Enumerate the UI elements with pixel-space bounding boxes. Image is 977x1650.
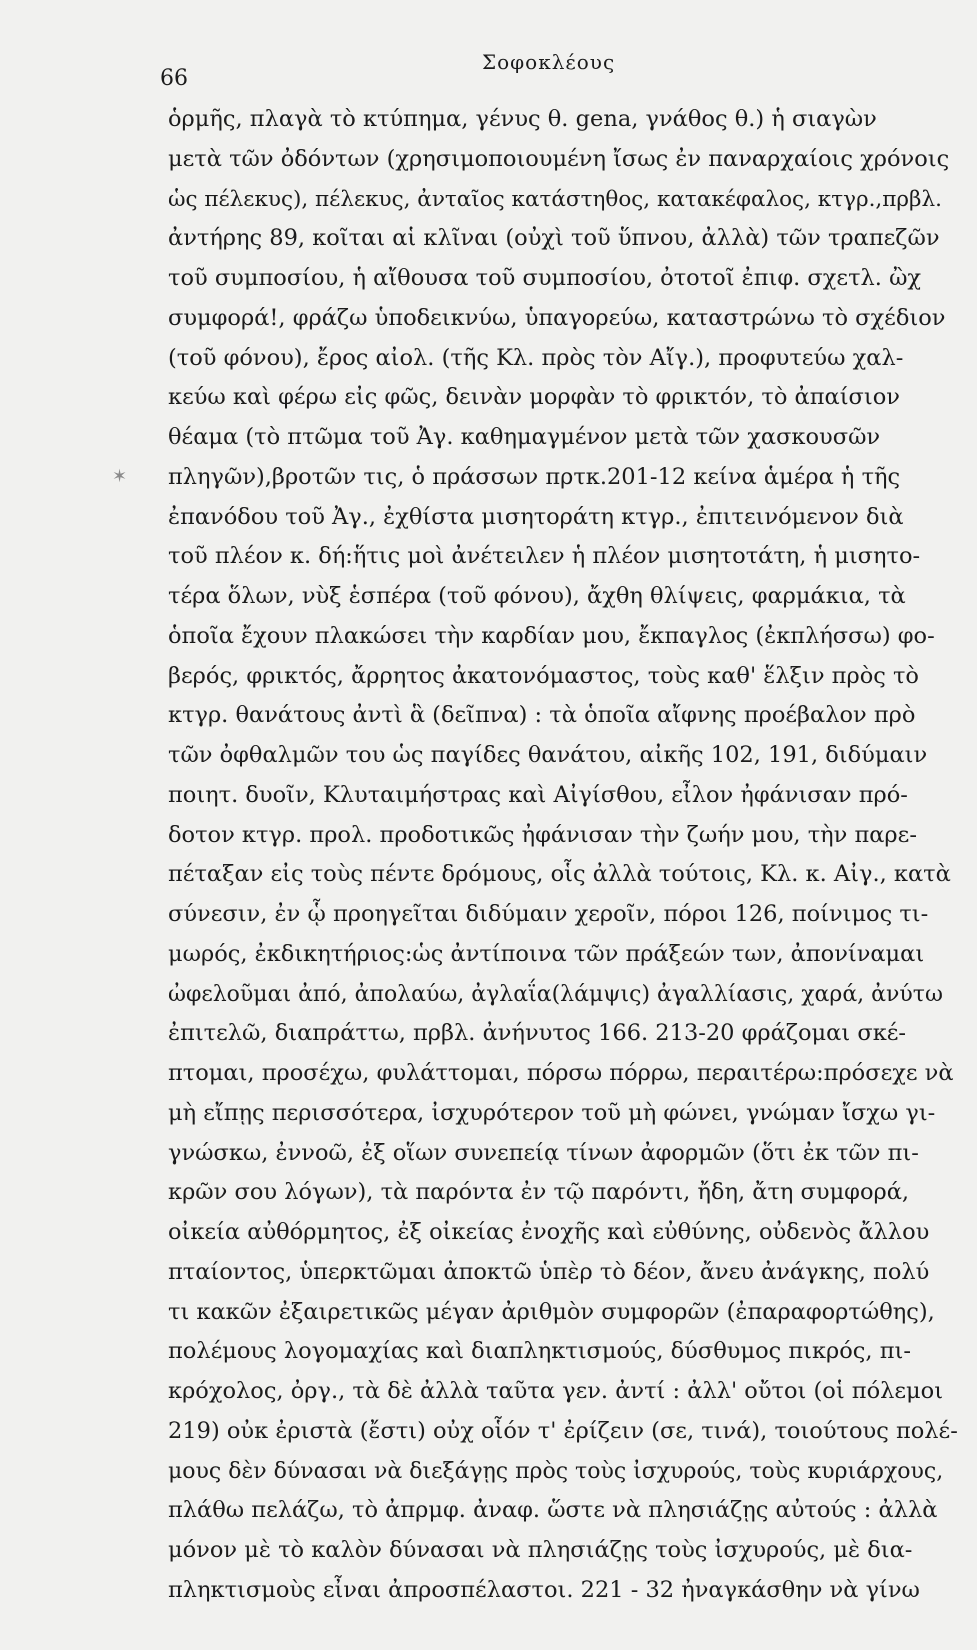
text-line-32: πολέμους λογομαχίας καὶ διαπληκτισμούς, δύσθυμος πικρός, πι- (168, 1332, 958, 1372)
text-line-5: τοῦ συμποσίου, ἡ αἴθουσα τοῦ συμποσίου, ὀτοτοῖ ἐπιφ. σχετλ. ὢχ (168, 259, 958, 299)
text-line-1: ὁρμῆς, πλαγὰ τὸ κτύπημα, γένυς θ. gena, γνάθος θ.) ἡ σιαγὼν (168, 100, 958, 140)
text-line-17: τῶν ὀφθαλμῶν του ὡς παγίδες θανάτου, αἰκῆς 102, 191, διδύμαιν (168, 736, 958, 776)
text-line-19: δοτον κτγρ. προλ. προδοτικῶς ἠφάνισαν τὴν ζωήν μου, τὴν παρε- (168, 816, 958, 856)
text-line-27: γνώσκω, ἐννοῶ, ἐξ οἵων συνεπείᾳ τίνων ἀφορμῶν (ὅτι ἐκ τῶν πι- (168, 1134, 958, 1174)
text-line-8: κεύω καὶ φέρω εἰς φῶς, δεινὰν μορφὰν τὸ φρικτόν, τὸ ἀπαίσιον (168, 378, 958, 418)
page-number: 66 (160, 66, 188, 91)
running-head: Σοφοκλέους (482, 50, 615, 74)
text-line-39 (168, 1611, 958, 1650)
text-line-20: πέταξαν εἰς τοὺς πέντε δρόμους, οἷς ἀλλὰ τούτοις, Κλ. κ. Αἰγ., κατὰ (168, 855, 958, 895)
commentary-text (168, 100, 958, 1650)
text-line-30: πταίοντος, ὑπερκτῶμαι ἀποκτῶ ὑπὲρ τὸ δέον, ἄνευ ἀνάγκης, πολύ (168, 1253, 958, 1293)
text-line-28: κρῶν σου λόγων), τὰ παρόντα ἐν τῷ παρόντι, ἤδη, ἄτη συμφορά, (168, 1173, 958, 1213)
text-line-9: θέαμα (τὸ πτῶμα τοῦ Ἀγ. καθημαγμένον μετὰ τῶν χασκουσῶν (168, 418, 958, 458)
text-line-6: συμφορά!, φράζω ὑποδεικνύω, ὑπαγορεύω, καταστρώνω τὸ σχέδιον (168, 299, 958, 339)
text-line-21: σύνεσιν, ἐν ᾧ προηγεῖται διδύμαιν χεροῖν, πόροι 126, ποίνιμος τι- (168, 895, 958, 935)
text-line-38: πληκτισμοὺς εἶναι ἀπροσπέλαστοι. 221 - 32 ἠναγκάσθην νὰ γίνω (168, 1571, 958, 1611)
text-line-2: μετὰ τῶν ὀδόντων (χρησιμοποιουμένη ἴσως ἐν παναρχαίοις χρόνοις (168, 140, 958, 180)
text-line-36: πλάθω πελάζω, τὸ ἀπρμφ. ἀναφ. ὥστε νὰ πλησιάζῃς αὐτούς : ἀλλὰ (168, 1491, 958, 1531)
text-line-26: μὴ εἴπῃς περισσότερα, ἰσχυρότερον τοῦ μὴ φώνει, γνώμαν ἴσχω γι- (168, 1094, 958, 1134)
text-line-18: ποιητ. δυοῖν, Κλυταιμήστρας καὶ Αἰγίσθου, εἶλον ἠφάνισαν πρό- (168, 776, 958, 816)
text-line-29: οἰκεία αὐθόρμητος, ἐξ οἰκείας ἐνοχῆς καὶ εὐθύνης, οὐδενὸς ἄλλου (168, 1213, 958, 1253)
text-line-35: μους δὲν δύνασαι νὰ διεξάγῃς πρὸς τοὺς ἰσχυρούς, τοὺς κυριάρχους, (168, 1452, 958, 1492)
text-line-22: μωρός, ἐκδικητήριος:ὡς ἀντίποινα τῶν πράξεών των, ἀπονίναμαι (168, 935, 958, 975)
text-line-16: κτγρ. θανάτους ἀντὶ ἃ (δεῖπνα) : τὰ ὁποῖα αἴφνης προέβαλον πρὸ (168, 696, 958, 736)
text-line-15: βερός, φρικτός, ἄρρητος ἀκατονόμαστος, τοὺς καθ' ἕλξιν πρὸς τὸ (168, 657, 958, 697)
text-line-31: τι κακῶν ἐξαιρετικῶς μέγαν ἀριθμὸν συμφορῶν (ἐπαραφορτώθης), (168, 1293, 958, 1333)
margin-mark: ✶ (112, 466, 127, 487)
text-line-7: (τοῦ φόνου), ἔρος αἰολ. (τῆς Κλ. πρὸς τὸν Αἴγ.), προφυτεύω χαλ- (168, 339, 958, 379)
text-line-37: μόνον μὲ τὸ καλὸν δύνασαι νὰ πλησιάζῃς τοὺς ἰσχυρούς, μὲ δια- (168, 1531, 958, 1571)
text-line-24: ἐπιτελῶ, διαπράττω, πρβλ. ἀνήνυτος 166. 213-20 φράζομαι σκέ- (168, 1014, 958, 1054)
text-line-4: ἀντήρης 89, κοῖται αἱ κλῖναι (οὐχὶ τοῦ ὕπνου, ἀλλὰ) τῶν τραπεζῶν (168, 219, 958, 259)
text-line-34: 219) οὐκ ἐριστὰ (ἔστι) οὐχ οἷόν τ' ἐρίζειν (σε, τινά), τοιούτους πολέ- (168, 1412, 958, 1452)
text-line-25: πτομαι, προσέχω, φυλάττομαι, πόρσω πόρρω, περαιτέρω:πρόσεχε νὰ (168, 1054, 958, 1094)
text-line-33: κρόχολος, ὀργ., τὰ δὲ ἀλλὰ ταῦτα γεν. ἀντί : ἀλλ' οὔτοι (οἱ πόλεμοι (168, 1372, 958, 1412)
text-line-23: ὠφελοῦμαι ἀπό, ἀπολαύω, ἀγλαΐα(λάμψις) ἀγαλλίασις, χαρά, ἀνύτω (168, 975, 958, 1015)
text-line-13: τέρα ὅλων, νὺξ ἑσπέρα (τοῦ φόνου), ἄχθη θλίψεις, φαρμάκια, τὰ (168, 577, 958, 617)
text-line-3: ὡς πέλεκυς), πέλεκυς, ἀνταῖος κατάστηθος, κατακέφαλος, κτγρ.,πρβλ. (168, 180, 958, 220)
text-line-10: πληγῶν),βροτῶν τις, ὁ πράσσων πρτκ.201-12 κείνα ἁμέρα ἡ τῆς (168, 458, 958, 498)
text-line-14: ὁποῖα ἔχουν πλακώσει τὴν καρδίαν μου, ἔκπαγλος (ἐκπλήσσω) φο- (168, 617, 958, 657)
text-line-12: τοῦ πλέον κ. δή:ἥτις μοὶ ἀνέτειλεν ἡ πλέον μισητοτάτη, ἡ μισητο- (168, 537, 958, 577)
text-line-11: ἐπανόδου τοῦ Ἀγ., ἐχθίστα μισητοράτη κτγρ., ἐπιτεινόμενον διὰ (168, 498, 958, 538)
